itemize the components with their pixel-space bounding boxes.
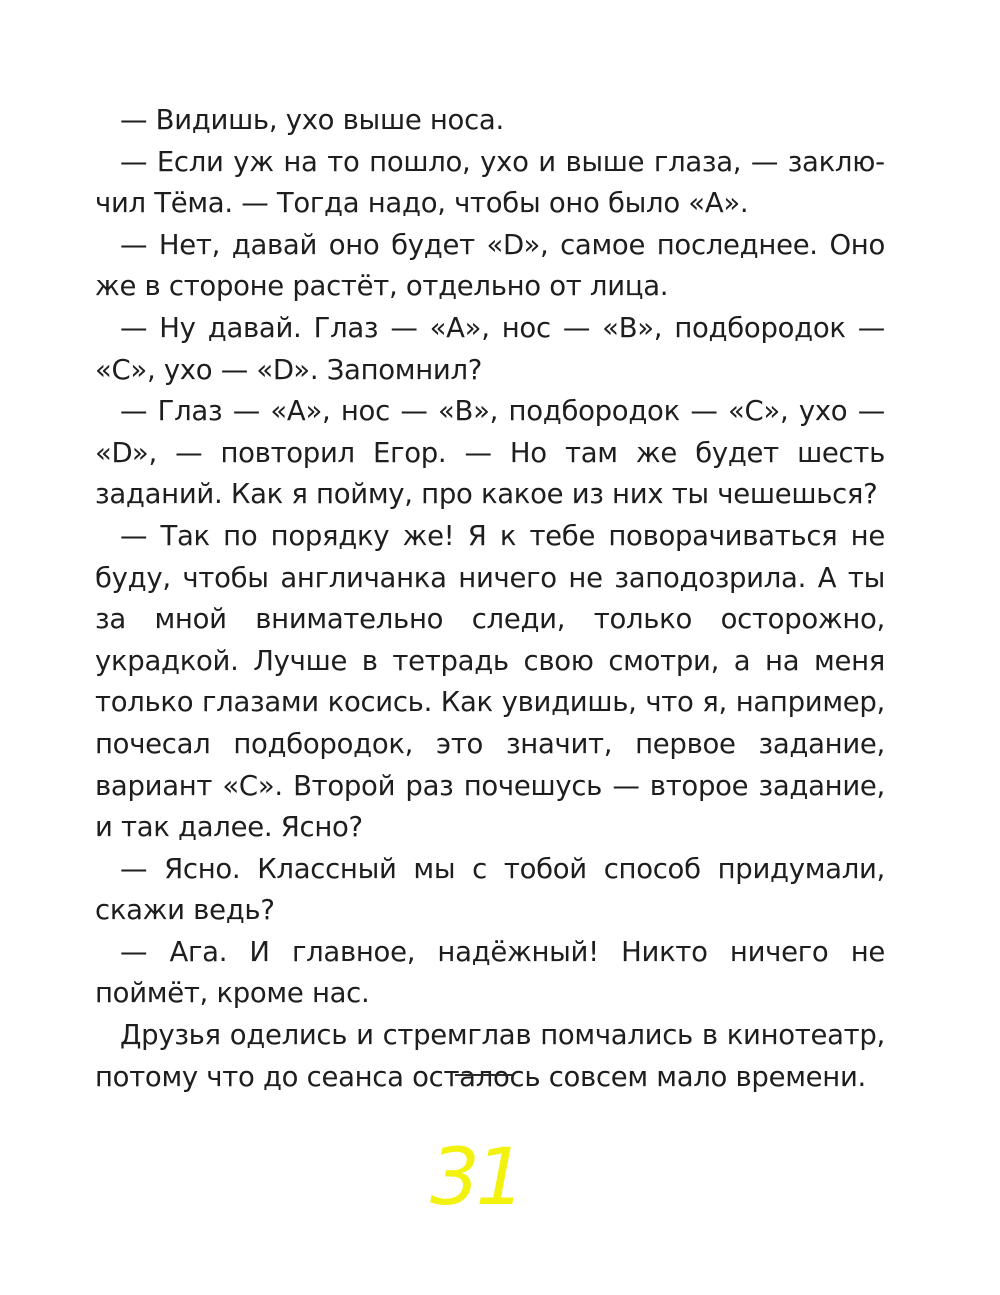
paragraph: — Видишь, ухо выше носа. bbox=[120, 104, 504, 136]
paragraph: — Ага. И главное, надёжный! Никто ничего не поймёт, кроме нас. bbox=[95, 935, 885, 1010]
paragraph: — Ясно. Классный мы с тобой способ придумали, скажи ведь? bbox=[95, 852, 885, 927]
paragraph: — Нет, давай оно будет «D», самое последнее. Оно же в стороне растёт, отдельно от лица. bbox=[95, 228, 885, 303]
page-number: 31 bbox=[430, 1133, 522, 1223]
paragraph: — Так по порядку же! Я к тебе поворачиваться не буду, чтобы англичанка ничего не заподозрила. А ты за мной внимательно следи, только осторожно, украдкой. Лучше в тетрадь свою смотри, а на меня только глазами косись. Как увидишь, что я, например, почесал подбородок, это значит, первое задание, вариант «С». Второй раз почешусь — второе задание, и так далее. Ясно? bbox=[95, 519, 885, 844]
paragraph: Друзья оделись и стремглав помчались в кинотеатр, потому что до сеанса осталось совсем мало времени. bbox=[95, 1019, 885, 1093]
paragraph: — Глаз — «А», нос — «В», подбородок — «С», ухо — «D», — повторил Егор. — Но там же будет шесть заданий. Как я пойму, про какое из них ты чешешься? bbox=[95, 395, 885, 511]
paragraph: — Ну давай. Глаз — «А», нос — «В», подбородок — «С», ухо — «D». Запомнил? bbox=[95, 311, 885, 386]
chapter-end-divider bbox=[455, 1074, 512, 1076]
page-text bbox=[95, 100, 885, 1098]
paragraph: — Если уж на то пошло, ухо и выше глаза, — заключил Тёма. — Тогда надо, чтобы оно было «А». bbox=[95, 145, 885, 220]
